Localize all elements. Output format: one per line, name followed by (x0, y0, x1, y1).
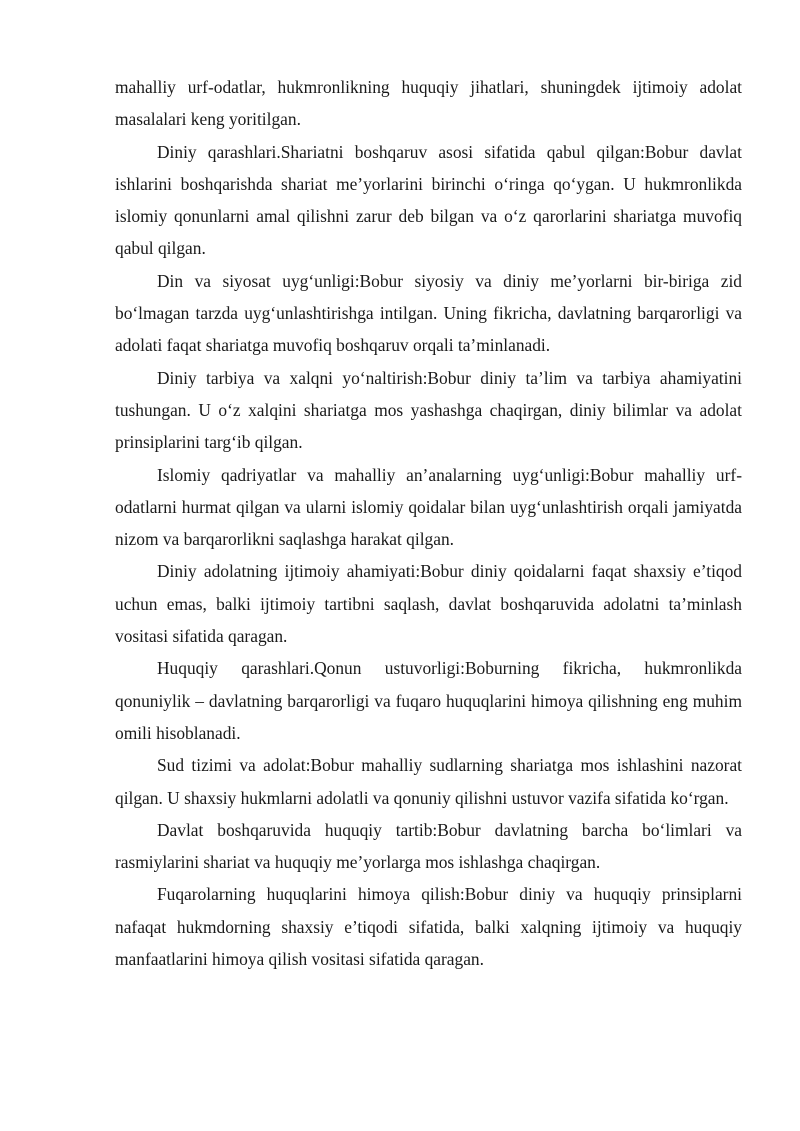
paragraph-islamic-values-traditions: Islomiy qadriyatlar va mahalliy an’analarning uyg‘unligi:Bobur mahalliy urf-odatlarni hurmat qilgan va ularni islomiy qoidalar bilan uyg‘unlashtirish orqali jamiyatda nizom va barqarorlikni saqlashga harakat qilgan. (115, 464, 742, 550)
paragraph-court-system: Sud tizimi va adolat:Bobur mahalliy sudlarning shariatga mos ishlashini nazorat qilgan. U shaxsiy hukmlarni adolatli va qonuniy qilishni ustuvor vazifa sifatida ko‘rgan. (115, 755, 742, 808)
paragraph-religious-justice: Diniy adolatning ijtimoiy ahamiyati:Bobur diniy qoidalarni faqat shaxsiy e’tiqod uchun emas, balki ijtimoiy tartibni saqlash, davlat boshqaruvida adolatni ta’minlash vositasi sifatida qaragan. (115, 561, 742, 647)
paragraph-legal-views-rule-of-law: Huquqiy qarashlari.Qonun ustuvorligi:Boburning fikricha, hukmronlikda qonuniylik – davlatning barqarorligi va fuqaro huquqlarini himoya qilishning eng muhim omili hisoblanadi. (115, 658, 742, 743)
paragraph-religious-views-sharia: Diniy qarashlari.Shariatni boshqaruv asosi sifatida qabul qilgan:Bobur davlat ishlarini boshqarishda shariat me’yorlarini birinchi o‘ringa qo‘ygan. U hukmronlikda islomiy qonunlarni amal qilishni zarur deb bilgan va o‘z qarorlarini shariatga muvofiq qabul qilgan. (115, 141, 742, 259)
document-body (115, 71, 742, 975)
paragraph-legal-order: Davlat boshqaruvida huquqiy tartib:Bobur davlatning barcha bo‘limlari va rasmiylarini shariat va huquqiy me’yorlarga mos ishlashga chaqirgan. (115, 819, 742, 873)
paragraph-citizen-rights: Fuqarolarning huquqlarini himoya qilish:Bobur diniy va huquqiy prinsiplarni nafaqat hukmdorning shaxsiy e’tiqodi sifatida, balki xalqning ijtimoiy va huquqiy manfaatlarini himoya qilish vositasi sifatida qaragan. (115, 884, 742, 970)
paragraph-religion-politics-harmony: Din va siyosat uyg‘unligi:Bobur siyosiy va diniy me’yorlarni bir-biriga zid bo‘lmagan tarzda uyg‘unlashtirishga intilgan. Uning fikricha, davlatning barqarorligi va adolati faqat shariatga muvofiq boshqaruv orqali ta’minlanadi. (115, 270, 742, 356)
paragraph-religious-education: Diniy tarbiya va xalqni yo‘naltirish:Bobur diniy ta’lim va tarbiya ahamiyatini tushungan. U o‘z xalqini shariatga mos yashashga chaqirgan, diniy bilimlar va adolat prinsiplarini targ‘ib qilgan. (115, 367, 742, 453)
paragraph-continuation: mahalliy urf-odatlar, hukmronlikning huquqiy jihatlari, shuningdek ijtimoiy adolat masalalari keng yoritilgan. (115, 77, 742, 130)
